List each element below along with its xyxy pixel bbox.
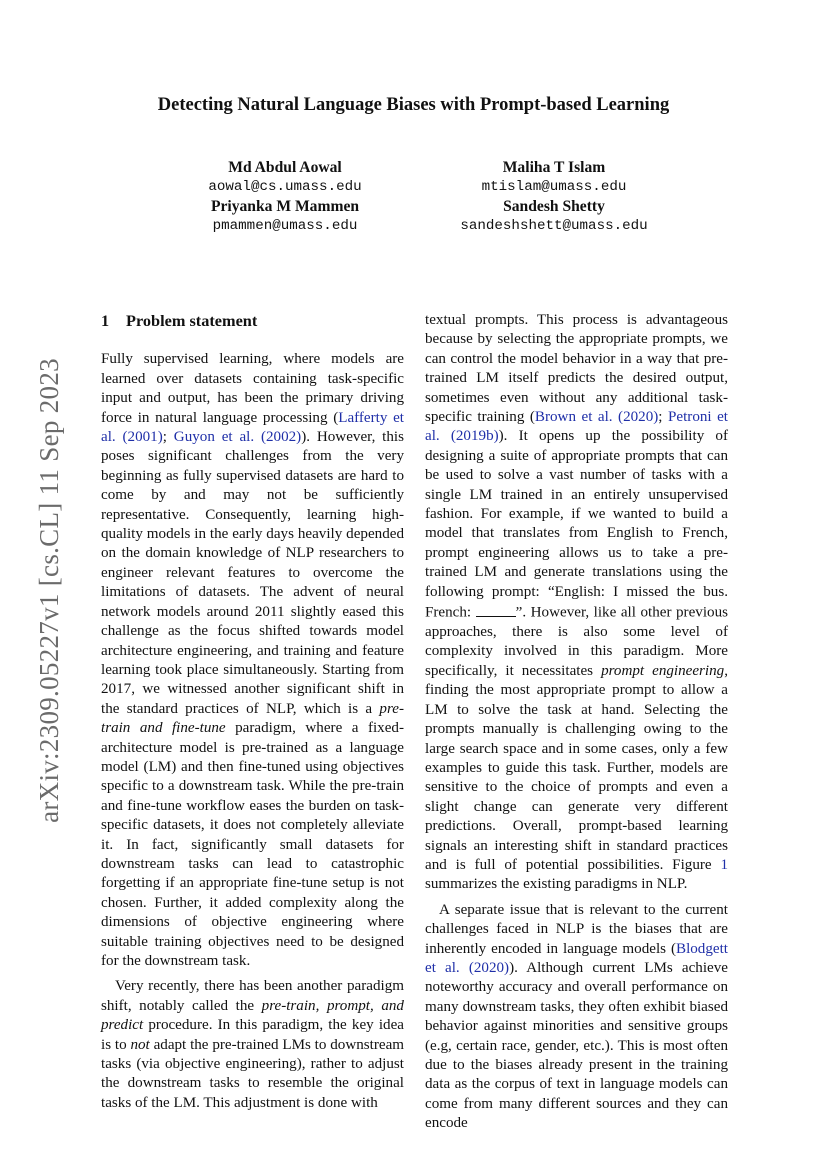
text-run: ). Although current LMs achieve noteworthy accuracy and overall performance on many downstream tasks, they often exhibit biased behavior against minorities and sensitive groups (e.g, certain race, gender, etc.). This is most often due to the biases already present in the training data as the corpus of text in language models can come from many different sources and they can encode [425, 959, 728, 1132]
text-run: adapt the pre-trained LMs to downstream tasks (via objective engineering), rather to adjust the downstream tasks to resemble the original tasks of the LM. This adjustment is done with [101, 1036, 405, 1111]
text-run: A separate issue that is relevant to the current challenges faced in NLP is the biases that are inherently encoded in language models ( [425, 901, 728, 957]
text-run: textual prompts. This process is advantageous because by selecting the appropriate prompts, we can control the model behavior in a way that pre-trained LM itself predicts the desired output, sometimes even without any additional task-specific training ( [425, 312, 728, 426]
author-name: Sandesh Shetty [503, 198, 605, 215]
paper-title: Detecting Natural Language Biases with Prompt-based Learning [157, 95, 670, 115]
paragraph [425, 901, 728, 1134]
text-run: , finding the most appropriate prompt to allow a LM to solve the task at hand. Selecting the prompts manually is challenging owing to the large search space and in some cases, only a few examples to guide this task. Further, models are sensitive to the choice of prompts and even a slight change can generate very different predictions. Overall, prompt-based learning signals an interesting shift in standard practices and is full of potential possibilities. Figure [425, 662, 729, 873]
text-run: paradigm, where a fixed-architecture model is pre-trained as a language model (LM) and then fine-tuned using objectives specific to a downstream task. While the pre-train and fine-tune workflow eases the burden on task-specific datasets, it does not completely alleviate it. In fact, significantly small datasets for downstream tasks can lead to catastrophic forgetting if an appropriate fine-tune setup is not chosen. Further, it added complexity along the dimensions of objective engineering where suitable training objectives need to be designed for the downstream task. [101, 720, 404, 969]
text-run: procedure. In this paradigm, the key idea is to [101, 1017, 404, 1053]
author-name: Md Abdul Aowal [228, 159, 342, 176]
arxiv-identifier: arXiv:2309.05227v1 [cs.CL] 11 Sep 2023 [33, 357, 64, 823]
text-run: ). It opens up the possibility of designing a suite of appropriate prompts that can be used to solve a vast number of tasks with a single LM trained in an entirely unsupervised fashion. For example, if we wanted to build a model that translates from English to French, prompt engineering allows us to take a pre-trained LM and generate translations using the following prompt: “English: I missed the bus. French: [425, 428, 728, 621]
paragraph [101, 977, 404, 1113]
citation-link[interactable]: Guyon et al. (2002) [173, 429, 302, 446]
citation-link[interactable]: Lafferty et al. (2001) [101, 409, 404, 446]
text-run: ”. However, like all other previous approaches, there is also some level of complexity involved in this paradigm. More specifically, it necessitates [425, 604, 728, 679]
emphasis: not [130, 1036, 150, 1053]
author-block-right [404, 158, 704, 236]
citation-link[interactable]: Blodgett et al. (2020) [425, 940, 728, 976]
right-column [425, 311, 728, 1134]
author-name: Maliha T Islam [502, 159, 606, 176]
emphasis: prompt engineering [601, 662, 725, 679]
author-block-left [135, 158, 435, 236]
text-run: ). However, this poses significant challenges from the very beginning as fully supervised datasets are hard to come by and may not be sufficiently representative. Consequently, learning high-quality models in the early days heavily depended on the domain knowledge of NLP researchers to engineer relevant features to overcome the limitations of datasets. The advent of neural network models around 2011 slightly eased this challenge as the focus shifted towards model architecture engineering, and training and feature learning took place simultaneously. Starting from 2017, we witnessed another significant shift in the standard practices of NLP, which is a [101, 429, 404, 717]
author-email: pmammen@umass.edu [212, 217, 358, 234]
paragraph [425, 311, 728, 895]
author-email: sandeshshett@umass.edu [460, 217, 648, 234]
author-name: Priyanka M Mammen [210, 198, 360, 215]
arxiv-identifier-stamp [24, 300, 74, 880]
figure-link[interactable]: 1 [720, 856, 728, 873]
text-run: summarizes the existing paradigms in NLP. [425, 876, 688, 893]
citation-link[interactable]: Petroni et al. (2019b) [425, 409, 728, 445]
emphasis: pre-train, prompt, and predict [101, 997, 404, 1034]
author-email: mtislam@umass.edu [481, 178, 627, 195]
text-run: Very recently, there has been another paradigm shift, notably called the [101, 978, 404, 1014]
text-run: ; [162, 429, 174, 446]
section-number: 1 [101, 311, 110, 330]
citation-link[interactable]: Brown et al. (2020) [534, 409, 659, 426]
section-title: Problem statement [126, 311, 258, 330]
section-heading [101, 311, 404, 330]
text-run: ; [658, 409, 668, 426]
author-email: aowal@cs.umass.edu [208, 178, 362, 195]
text-run: Fully supervised learning, where models are learned over datasets containing task-specific input and output, has been the primary driving force in natural language processing ( [101, 351, 404, 426]
prompt-blank [476, 602, 516, 617]
emphasis: pre-train and fine-tune [101, 700, 404, 737]
left-column [101, 311, 404, 1113]
paragraph [101, 350, 404, 971]
